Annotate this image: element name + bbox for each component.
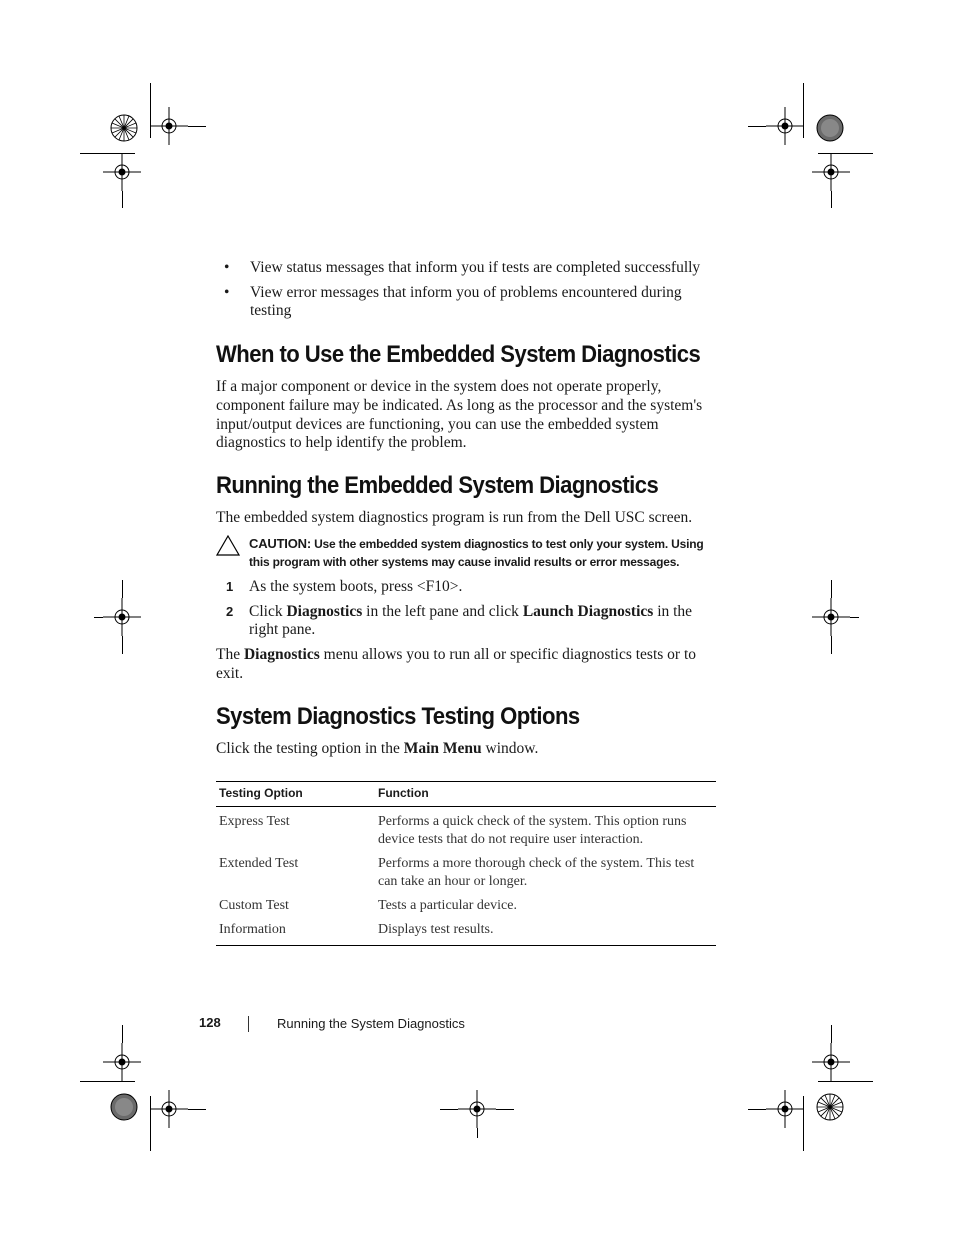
- table-cell: Express Test: [219, 814, 290, 829]
- caution-triangle-icon: [216, 535, 240, 561]
- table-cell: Extended Test: [219, 856, 299, 871]
- footer-chapter-title: Running the System Diagnostics: [277, 1016, 465, 1031]
- table-row: [216, 807, 716, 854]
- crosshair-mark-icon: [766, 1090, 804, 1133]
- step-number: 2: [226, 603, 234, 619]
- table-cell: Performs a quick check of the system. This option runs device tests that do not require user interaction.: [378, 814, 687, 847]
- starburst-mark-icon: [816, 1093, 844, 1126]
- table-cell: Custom Test: [219, 898, 289, 913]
- table-header-row: [216, 782, 716, 807]
- list-item: 1 As the system boots, press <F10>.: [226, 578, 463, 595]
- grey-dot-mark-icon: [110, 1093, 138, 1126]
- crosshair-mark-icon: [150, 107, 188, 150]
- caution-label: CAUTION:: [249, 536, 311, 551]
- bullet-list: [224, 259, 724, 327]
- column-header: Function: [375, 782, 716, 807]
- table-row: [216, 895, 716, 919]
- diagnostics-menu-paragraph: The Diagnostics menu allows you to run all or specific diagnostics tests or to exit.: [216, 646, 697, 682]
- crosshair-mark-icon: [103, 598, 141, 641]
- section-heading-testing-options: System Diagnostics Testing Options: [216, 703, 580, 730]
- bullet-icon: •: [224, 259, 230, 276]
- crosshair-mark-icon: [458, 1090, 496, 1133]
- column-header: Testing Option: [216, 782, 375, 807]
- crosshair-mark-icon: [150, 1090, 188, 1133]
- page-number: 128: [199, 1015, 221, 1030]
- testing-options-table: [216, 781, 716, 946]
- bullet-icon: •: [224, 283, 230, 301]
- steps-list: [226, 578, 721, 646]
- list-item: • View error messages that inform you of problems encountered during testing: [224, 283, 682, 319]
- caution-note: [216, 535, 721, 571]
- step-number: 1: [226, 579, 234, 594]
- ui-term-launch-diagnostics: Launch Diagnostics: [522, 602, 654, 620]
- crosshair-mark-icon: [103, 153, 141, 196]
- list-item: • View status messages that inform you if tests are completed successfully: [224, 259, 701, 276]
- section-heading-when-to-use: When to Use the Embedded System Diagnostics: [216, 341, 701, 368]
- grey-dot-mark-icon: [816, 114, 844, 147]
- table-cell: Displays test results.: [378, 922, 494, 937]
- testing-options-intro: Click the testing option in the Main Menu window.: [216, 740, 539, 757]
- crosshair-mark-icon: [812, 1043, 850, 1086]
- table-cell: Information: [219, 922, 286, 937]
- crosshair-mark-icon: [103, 1043, 141, 1086]
- ui-term-diagnostics: Diagnostics: [243, 646, 320, 663]
- table-cell: Tests a particular device.: [378, 898, 517, 913]
- crosshair-mark-icon: [812, 598, 850, 641]
- starburst-mark-icon: [110, 114, 138, 147]
- table-row: [216, 853, 716, 895]
- table-cell: Performs a more thorough check of the system. This test can take an hour or longer.: [378, 856, 695, 889]
- crosshair-mark-icon: [766, 107, 804, 150]
- footer-divider: [248, 1016, 249, 1032]
- section-body-running: The embedded system diagnostics program is run from the Dell USC screen.: [216, 509, 693, 526]
- section-heading-running: Running the Embedded System Diagnostics: [216, 472, 659, 499]
- ui-term-diagnostics: Diagnostics: [286, 602, 363, 620]
- caution-text: Use the embedded system diagnostics to test only your system. Using this program with other systems may cause invalid results or error messages.: [249, 537, 704, 569]
- section-body-when-to-use: If a major component or device in the system does not operate properly, component failure may be indicated. As long as the processor and the system's input/output devices are functioning, you can use the embedded system diagnostics to help identify the problem.: [216, 378, 703, 452]
- crosshair-mark-icon: [812, 153, 850, 196]
- table-row: [216, 919, 716, 946]
- ui-term-main-menu: Main Menu: [403, 740, 482, 757]
- list-item: 2 Click Diagnostics in the left pane and click Launch Diagnostics in the right pane.: [226, 602, 693, 638]
